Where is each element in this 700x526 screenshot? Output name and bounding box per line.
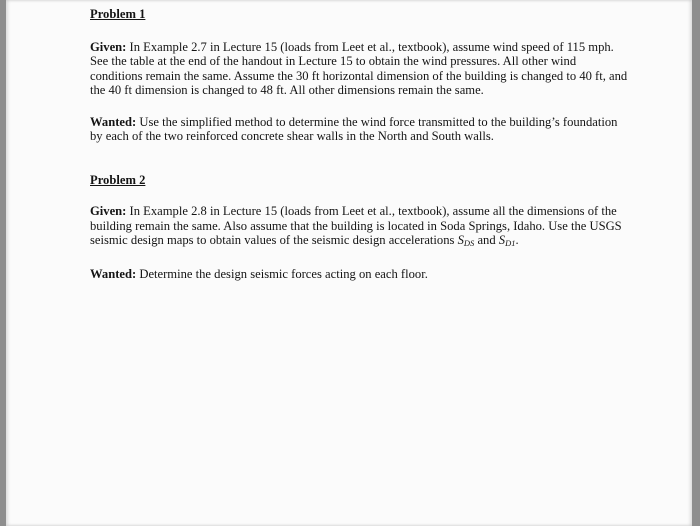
and-text: and [477, 233, 496, 247]
problem-1-given-text: In Example 2.7 in Lecture 15 (loads from Leet et al., textbook), assume wind speed of 115 mph. See the table at the end of the handout in Lecture 15 to obtain the wind pressures. All other wind conditions remain the same. Assume the 30 ft horizontal dimension of the building is changed to 40 ft, and the 40 ft dimension is changed to 48 ft. All other dimensions remain the same. [90, 39, 628, 97]
problem-2-heading [90, 173, 630, 188]
problem-1-given [90, 40, 630, 98]
sds-symbol-subscript: DS [463, 238, 475, 248]
given-end-period: . [515, 233, 519, 247]
sds-symbol-base: S [457, 233, 464, 247]
problem-1-heading [90, 7, 630, 22]
problem-2-wanted-label: Wanted: [90, 266, 137, 281]
problem-2-given-text: In Example 2.8 in Lecture 15 (loads from Leet et al., textbook), assume all the dimensions of the building remain the same. Also assume that the building is located in Soda Springs, Idaho. Use the USGS seismic design maps to obtain values of the seismic design accelerations [90, 204, 622, 247]
problem-1-given-label: Given: [90, 39, 127, 54]
problem-1-wanted-text: Use the simplified method to determine the wind force transmitted to the building’s foundation by each of the two reinforced concrete shear walls in the North and South walls. [90, 114, 618, 143]
problem-2-given [90, 204, 630, 251]
document-content [90, 7, 630, 281]
problem-1-title: Problem 1 [90, 7, 146, 21]
problem-2-title: Problem 2 [90, 172, 146, 187]
problem-1-wanted-label: Wanted: [90, 114, 137, 129]
sd1-symbol-subscript: D1 [505, 238, 516, 248]
problem-2-wanted [90, 267, 630, 282]
sds-symbol [458, 233, 475, 247]
sd1-symbol [498, 233, 519, 248]
sd1-symbol-base: S [498, 233, 506, 247]
problem-1-wanted [90, 115, 630, 144]
problem-2-given-label: Given: [90, 204, 127, 218]
document-page [6, 0, 692, 526]
problem-2-wanted-text: Determine the design seismic forces acting on each floor. [139, 266, 428, 281]
